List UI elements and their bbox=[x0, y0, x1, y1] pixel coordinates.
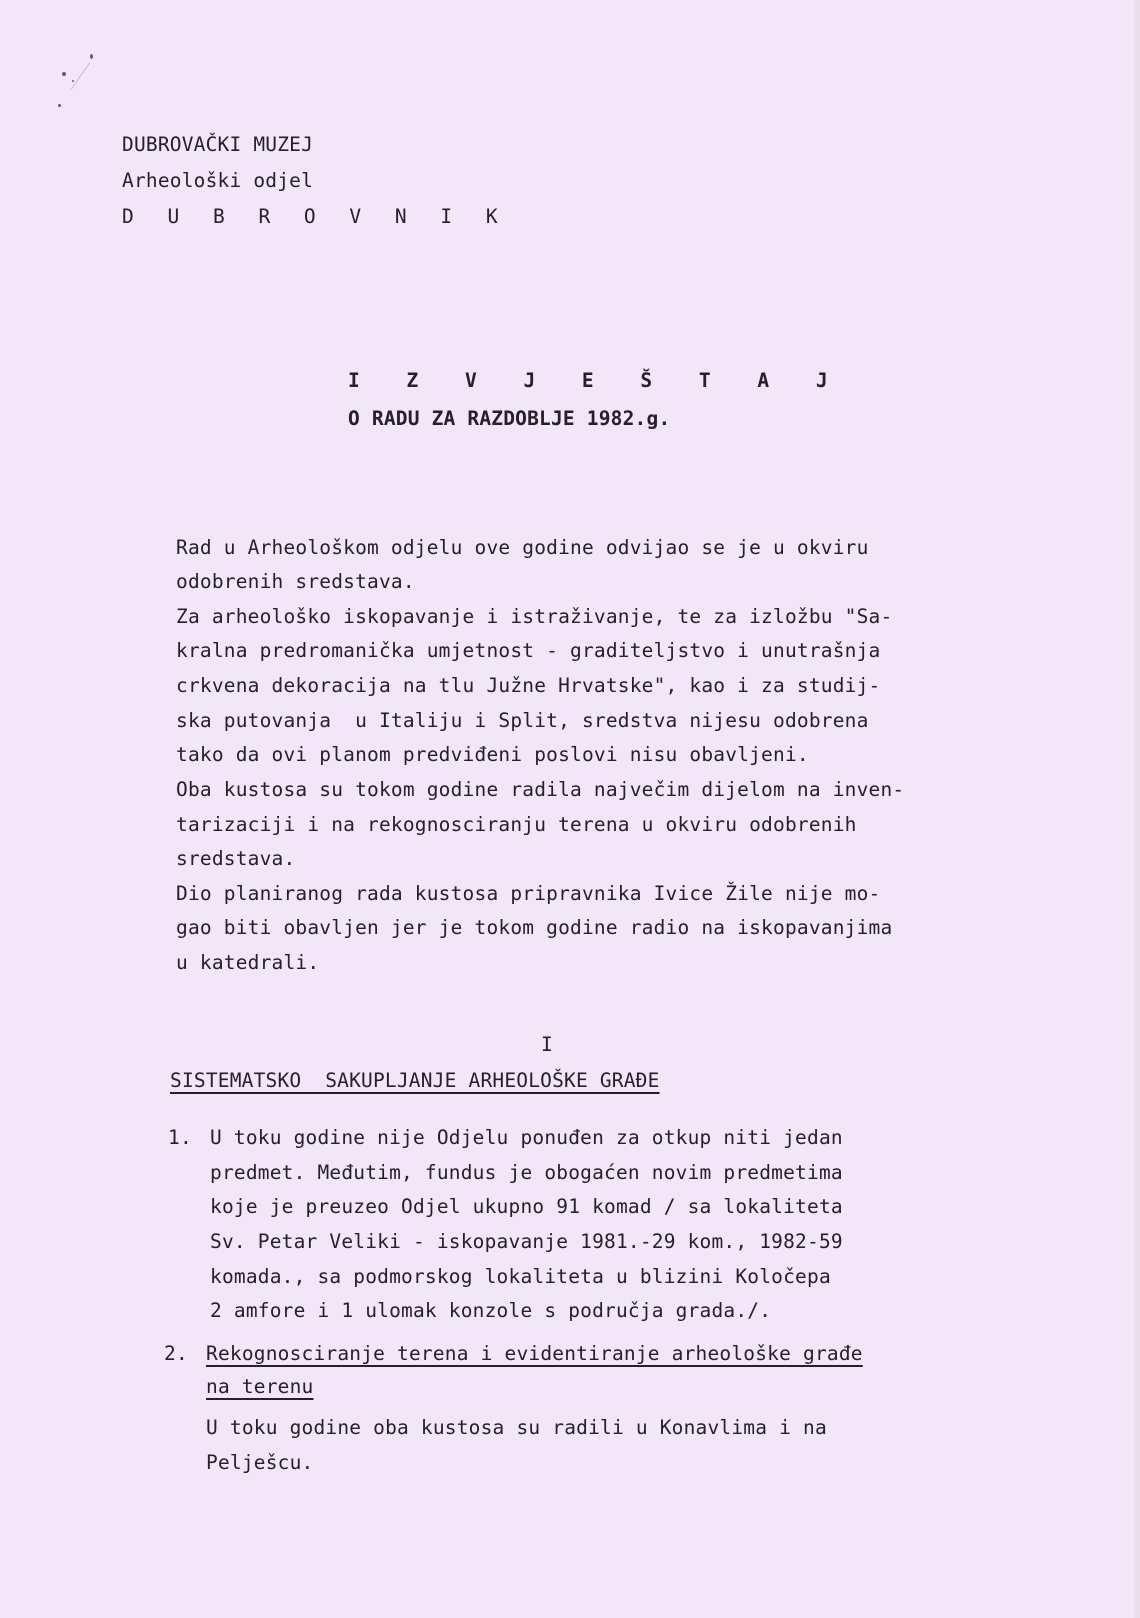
list-item-heading: na terenu bbox=[206, 1375, 314, 1398]
list-item-line: koje je preuzeo Odjel ukupno 91 komad / sa lokaliteta bbox=[210, 1195, 843, 1218]
list-item-line: 2 amfore i 1 ulomak konzole s područja grada./. bbox=[210, 1299, 772, 1322]
city-name: D U B R O V N I K bbox=[122, 205, 509, 228]
intro-line: odobrenih sredstava. bbox=[176, 570, 415, 593]
section-numeral: I bbox=[541, 1033, 553, 1056]
intro-line: Za arheološko iskopavanje i istraživanje, te za izložbu "Sa- bbox=[176, 605, 893, 628]
intro-line: gao biti obavljen jer je tokom godine radio na iskopavanjima bbox=[176, 916, 893, 939]
ink-speck-mark bbox=[58, 104, 61, 107]
ink-speck-mark bbox=[72, 80, 74, 82]
intro-line: kralna predromanička umjetnost - graditeljstvo i unutrašnja bbox=[176, 639, 881, 662]
intro-line: Dio planiranog rada kustosa pripravnika Ivice Žile nije mo- bbox=[176, 882, 881, 905]
intro-line: Rad u Arheološkom odjelu ove godine odvijao se je u okviru bbox=[176, 536, 869, 559]
intro-line: tarizaciji i na rekognosciranju terena u okviru odobrenih bbox=[176, 813, 857, 836]
ink-speck-mark bbox=[90, 54, 93, 59]
report-title: I Z V J E Š T A J bbox=[348, 369, 846, 392]
list-item-line: U toku godine oba kustosa su radili u Konavlima i na bbox=[206, 1416, 827, 1439]
intro-line: tako da ovi planom predviđeni poslovi nisu obavljeni. bbox=[176, 743, 809, 766]
department-name: Arheološki odjel bbox=[122, 169, 314, 192]
list-item-line: Pelješcu. bbox=[206, 1451, 314, 1474]
paper-crease bbox=[71, 63, 90, 90]
institution-name: DUBROVAČKI MUZEJ bbox=[122, 133, 314, 156]
list-item-number: 1. bbox=[168, 1126, 192, 1149]
report-subtitle: O RADU ZA RAZDOBLJE 1982.g. bbox=[348, 407, 671, 430]
intro-line: Oba kustosa su tokom godine radila največim dijelom na inven- bbox=[176, 778, 905, 801]
list-item-line: predmet. Međutim, fundus je obogaćen novim predmetima bbox=[210, 1161, 843, 1184]
intro-line: crkvena dekoracija na tlu Južne Hrvatske", kao i za studij- bbox=[176, 674, 881, 697]
intro-line: ska putovanja u Italiju i Split, sredstva nijesu odobrena bbox=[176, 709, 869, 732]
list-item-line: komada., sa podmorskog lokaliteta u blizini Koločepa bbox=[210, 1265, 831, 1288]
ink-speck-mark bbox=[62, 72, 66, 76]
list-item-heading: Rekognosciranje terena i evidentiranje arheološke građe bbox=[206, 1342, 863, 1365]
list-item-line: U toku godine nije Odjelu ponuđen za otkup niti jedan bbox=[210, 1126, 843, 1149]
intro-line: u katedrali. bbox=[176, 951, 320, 974]
section-heading: SISTEMATSKO SAKUPLJANJE ARHEOLOŠKE GRAĐE bbox=[170, 1069, 660, 1092]
list-item-number: 2. bbox=[164, 1342, 188, 1365]
intro-line: sredstava. bbox=[176, 847, 296, 870]
list-item-line: Sv. Petar Veliki - iskopavanje 1981.-29 kom., 1982-59 bbox=[210, 1230, 843, 1253]
